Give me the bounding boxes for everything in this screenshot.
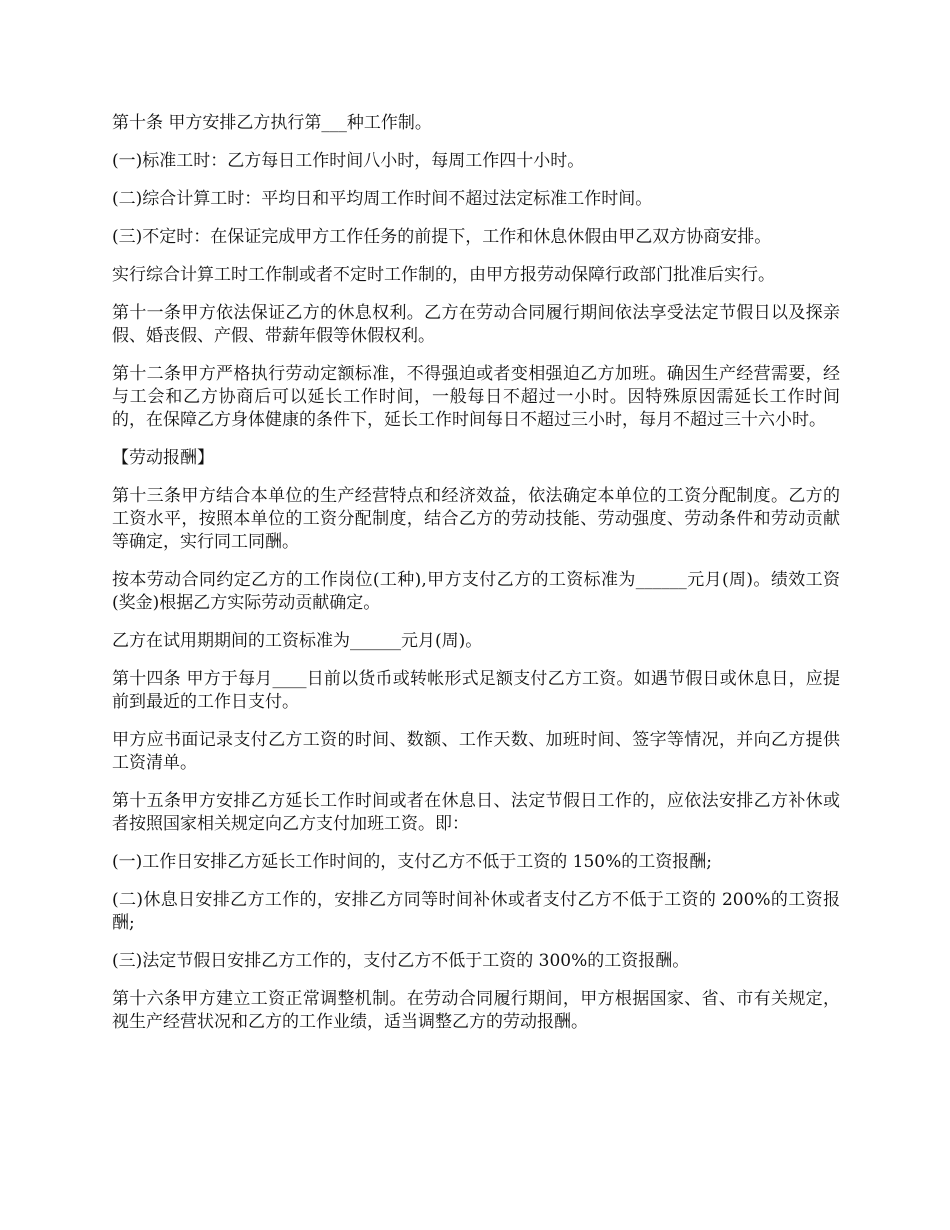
article-12: 第十二条甲方严格执行劳动定额标准，不得强迫或者变相强迫乙方加班。确因生产经营需要，经与工会和乙方协商后可以延长工作时间，一般每日不超过一小时。因特殊原因需延长工作时间的，在保障乙方身体健康的条件下，延长工作时间每日不超过三小时，每月不超过三十六小时。 [112,364,840,430]
flexible-hours-clause: (三)不定时：在保证完成甲方工作任务的前提下，工作和休息休假由甲乙双方协商安排。 [112,227,772,247]
comprehensive-hours-clause: (二)综合计算工时：平均日和平均周工作时间不超过法定标准工作时间。 [112,189,653,209]
article-13: 第十三条甲方结合本单位的生产经营特点和经济效益，依法确定本单位的工资分配制度。乙方的工资水平，按照本单位的工资分配制度，结合乙方的劳动技能、劳动强度、劳动条件和劳动贡献等确定，实行同工同酬。 [112,486,840,552]
article-16: 第十六条甲方建立工资正常调整机制。在劳动合同履行期间，甲方根据国家、省、市有关规定，视生产经营状况和乙方的工作业绩，适当调整乙方的劳动报酬。 [112,989,840,1032]
section-heading-remuneration: 【劳动报酬】 [112,448,214,468]
wage-standard-clause: 按本劳动合同约定乙方的工作岗位(工种),甲方支付乙方的工资标准为______元月(周)。绩效工资(奖金)根据乙方实际劳动贡献确定。 [112,570,840,613]
article-11: 第十一条甲方依法保证乙方的休息权利。乙方在劳动合同履行期间依法享受法定节假日以及探亲假、婚丧假、产假、带薪年假等休假权利。 [112,303,840,346]
approval-clause: 实行综合计算工时工作制或者不定时工作制的，由甲方报劳动保障行政部门批准后实行。 [112,265,775,285]
wage-record-clause: 甲方应书面记录支付乙方工资的时间、数额、工作天数、加班时间、签字等情况，并向乙方提供工资清单。 [112,730,840,773]
overtime-holiday-clause: (三)法定节假日安排乙方工作的，支付乙方不低于工资的 300%的工资报酬。 [112,951,690,971]
article-15: 第十五条甲方安排乙方延长工作时间或者在休息日、法定节假日工作的，应依法安排乙方补休或者按照国家相关规定向乙方支付加班工资。即： [112,791,840,834]
document-page [112,112,840,1049]
article-14: 第十四条 甲方于每月____日前以货币或转帐形式足额支付乙方工资。如遇节假日或休息日，应提前到最近的工作日支付。 [112,669,840,712]
overtime-restday-clause: (二)休息日安排乙方工作的，安排乙方同等时间补休或者支付乙方不低于工资的 200%的工资报酬; [112,890,840,933]
overtime-workday-clause: (一)工作日安排乙方延长工作时间的，支付乙方不低于工资的 150%的工资报酬; [112,852,712,872]
probation-wage-clause: 乙方在试用期期间的工资标准为______元月(周)。 [112,631,483,651]
standard-hours-clause: (一)标准工时：乙方每日工作时间八小时，每周工作四十小时。 [112,151,585,171]
article-10-heading: 第十条 甲方安排乙方执行第___种工作制。 [112,113,432,133]
